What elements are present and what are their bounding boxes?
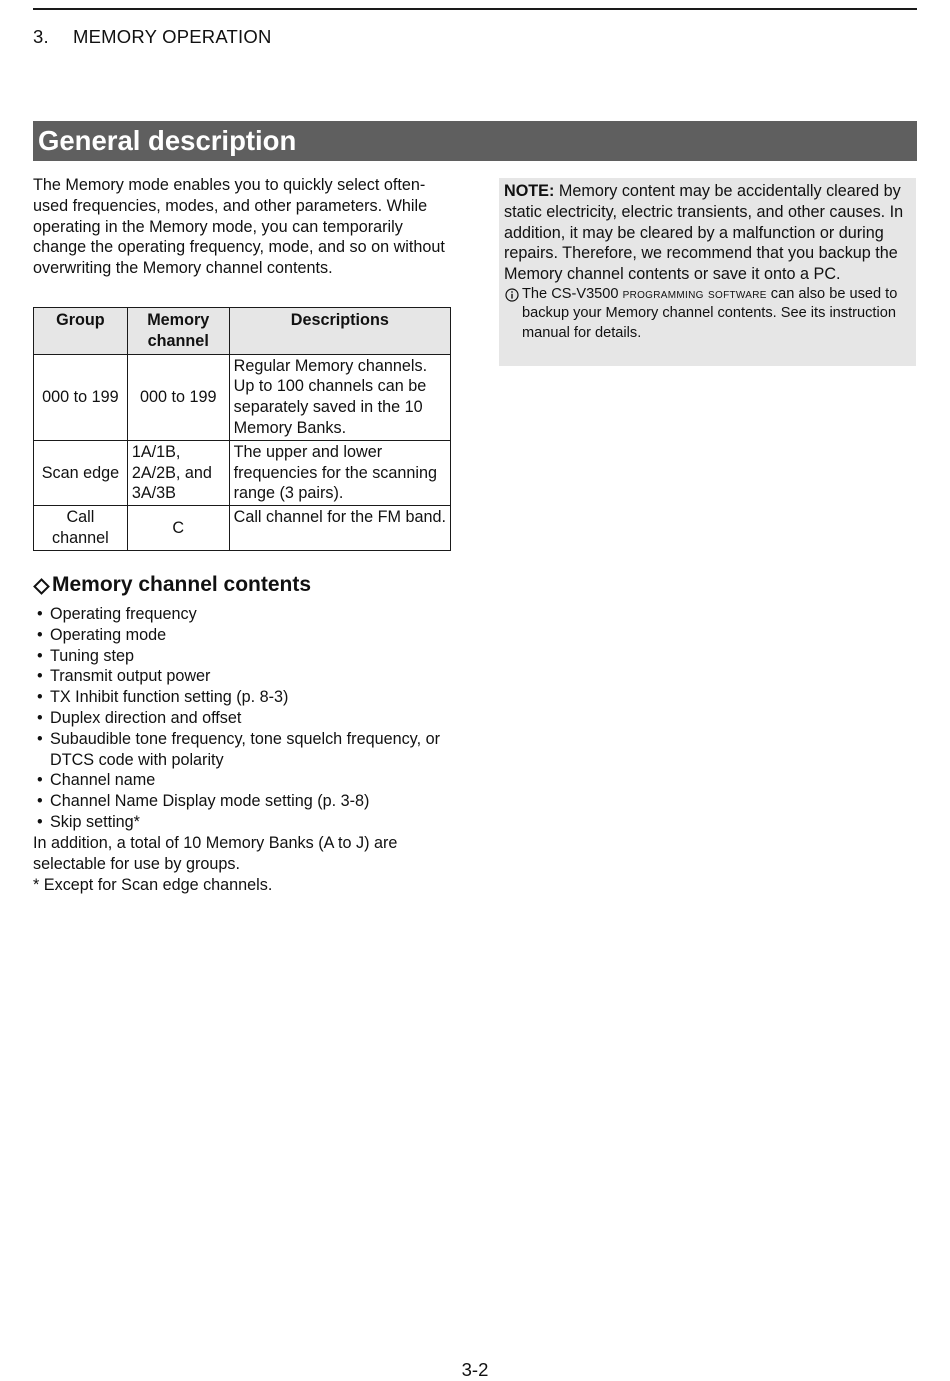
info-icon [505,288,519,302]
note-info-text-after: can also be used to backup your Memory channel contents. See its instruction manual for details. [522,285,898,341]
bullet: • [37,729,43,748]
bullet: • [37,771,43,790]
bullet: • [37,667,43,686]
table-cell-channel: 1A/1B, 2A/2B, and 3A/3B [127,440,229,505]
table-cell-channel: C [127,506,229,551]
table-cell-description: The upper and lower frequencies for the scanning range (3 pairs). [229,440,450,505]
list-item [33,708,458,729]
chapter-number: 3. [33,26,49,47]
table-cell-channel: 000 to 199 [127,354,229,440]
list-item-text: Operating frequency [50,605,197,623]
list-item-text: Channel name [50,771,156,790]
note-body: Memory content may be accidentally cleared by static electricity, electric transients, and other causes. In addition, it may be cleared by a malfunction or during repairs. Therefore, we recommend that you backup the Memory channel contents or save it onto a PC. [504,182,904,284]
table-header-group: Group [34,308,128,355]
chapter-header [33,26,272,48]
list-item-text: Subaudible tone frequency, tone squelch frequency, or DTCS code with polarity [50,729,440,769]
memory-group-table [33,307,451,551]
memory-contents-notes [33,833,458,895]
chapter-title: MEMORY OPERATION [73,26,272,47]
note-box [499,178,916,366]
table-cell-description: Call channel for the FM band. [229,506,450,551]
list-item [33,812,458,833]
list-item-text: TX Inhibit function setting (p. 8-3) [50,688,289,707]
bullet: • [37,708,43,727]
list-item-text: Duplex direction and offset [50,708,242,727]
list-item [33,666,458,687]
list-item-text: Skip setting* [50,812,140,831]
top-rule [33,8,917,10]
table-cell-group: Scan edge [34,440,128,505]
page-number: 3-2 [461,1359,489,1380]
list-item [33,625,458,646]
list-item [33,604,458,625]
memory-contents-heading [33,573,311,597]
note-info-software: programming software [622,285,767,302]
footnote: * Except for Scan edge channels. [33,875,273,894]
table-row [34,506,451,551]
table-cell-group: 000 to 199 [34,354,128,440]
bullet: • [37,688,43,707]
list-item [33,770,458,791]
bullet: • [37,812,43,831]
table-header-descriptions: Descriptions [229,308,450,355]
table-cell-description: Regular Memory channels. Up to 100 channels can be separately saved in the 10 Memory Banks. [229,354,450,440]
table-row [34,354,451,440]
note-info [504,285,911,344]
note-info-text-before: The CS-V3500 [522,285,623,302]
list-item-text: Tuning step [50,646,134,665]
bullet: • [37,646,43,665]
memory-banks-paragraph: In addition, a total of 10 Memory Banks (A to J) are selectable for use by groups. [33,834,398,873]
list-item [33,646,458,667]
memory-contents-list [33,604,458,833]
note-label: NOTE: [504,182,555,200]
diamond-icon [33,577,50,594]
list-item-text: Operating mode [50,625,167,644]
bullet: • [37,605,43,623]
list-item [33,729,458,771]
table-cell-group: Call channel [34,506,128,551]
bullet: • [37,792,43,811]
table-header-row [34,308,451,355]
intro-paragraph: The Memory mode enables you to quickly select often-used frequencies, modes, and other parameters. While operating in the Memory mode, you can temporarily change the operating frequency, mode, and so on without overwriting the Memory channel contents. [33,176,445,278]
list-item [33,687,458,708]
section-title: General description [33,121,917,161]
memory-contents-heading-text: Memory channel contents [52,573,312,596]
table-row [34,440,451,505]
list-item-text: Transmit output power [50,667,211,686]
list-item [33,791,458,812]
note-text [504,181,911,285]
bullet: • [37,625,43,644]
list-item-text: Channel Name Display mode setting (p. 3-8) [50,792,370,811]
table-header-memory-channel: Memory channel [127,308,229,355]
